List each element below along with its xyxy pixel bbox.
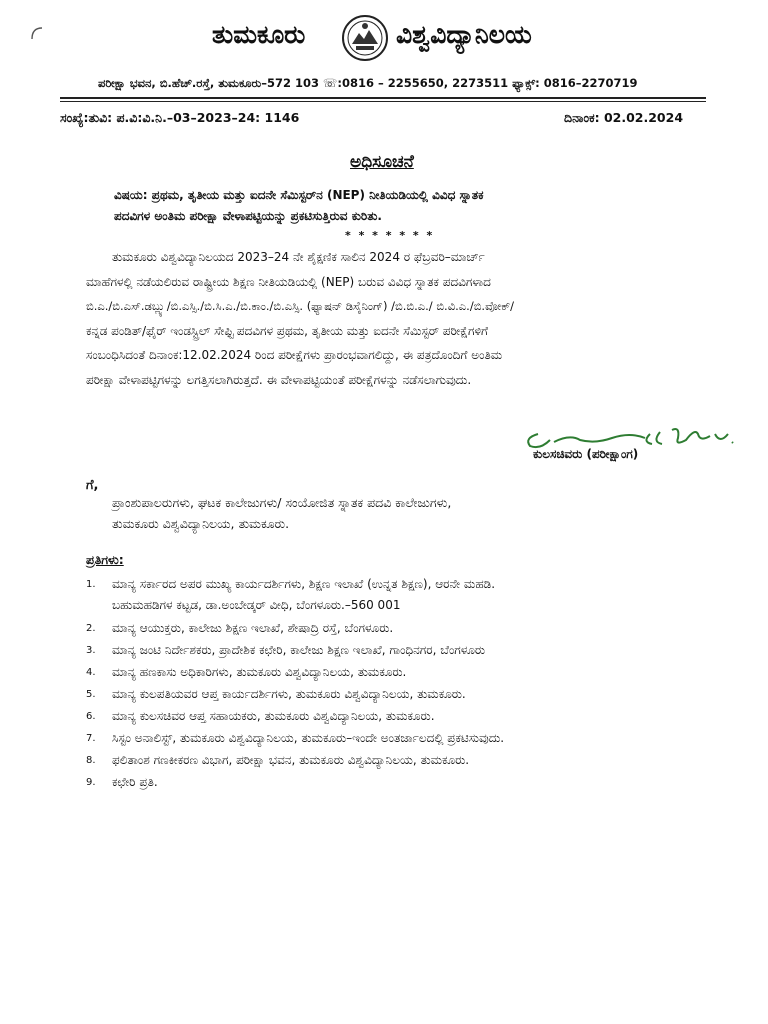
subject-line-2: ಪದವಿಗಳ ಅಂತಿಮ ಪರೀಕ್ಷಾ ವೇಳಾಪಟ್ಟಿಯನ್ನು ಪ್ರಕಟಿಸುತ್ತಿರುವ ಕುರಿತು. [114, 209, 382, 223]
copy-number: 1. [86, 579, 96, 590]
copy-number: 9. [86, 777, 96, 788]
copy-number: 3. [86, 645, 96, 656]
copy-number: 8. [86, 755, 96, 766]
university-name-right: ವಿಶ್ವವಿದ್ಯಾನಿಲಯ [396, 20, 532, 49]
university-name-left: ತುಮಕೂರು [212, 20, 306, 49]
copy-item: ಫಲಿತಾಂಶ ಗಣಕೀಕರಣ ವಿಭಾಗ, ಪರೀಕ್ಷಾ ಭವನ, ತುಮಕೂರು ವಿಶ್ವವಿದ್ಯಾನಿಲಯ, ತುಮಕೂರು. [112, 753, 470, 767]
separator-stars: * * * * * * * [345, 229, 435, 242]
copy-item: ಮಾನ್ಯ ಆಯುಕ್ತರು, ಕಾಲೇಜು ಶಿಕ್ಷಣ ಇಲಾಖೆ, ಶೇಷಾದ್ರಿ ರಸ್ತೆ, ಬೆಂಗಳೂರು. [112, 621, 394, 635]
notice-date: ದಿನಾಂಕ: 02.02.2024 [564, 110, 684, 125]
copy-item: ಬಹುಮಹಡಿಗಳ ಕಟ್ಟಡ, ಡಾ.ಅಂಬೇಡ್ಕರ್ ವೀಧಿ, ಬೆಂಗಳೂರು.–560 001 [112, 598, 401, 612]
copy-number: 4. [86, 667, 96, 678]
notice-title: ಅಧಿಸೂಚನೆ [350, 152, 414, 172]
body-line: ಕನ್ನಡ ಪಂಡಿತ್/ಫೈರ್ ಇಂಡಸ್ಟ್ರಿಲ್ ಸೇಫ್ಟಿ ಪದವಿಗಳ ಪ್ರಥಮ, ತೃತೀಯ ಮತ್ತು ಐದನೇ ಸೆಮಿಸ್ಟರ್ ಪರೀಕ್ಷೆಗಳಿಗೆ [86, 324, 488, 338]
body-line: ಬಿ.ಎ./ಬಿ.ಎಸ್.ಡಬ್ಲ್ಯು/ಬಿ.ಎಸ್ಸಿ./ಬಿ.ಸಿ.ಎ./ಬಿ.ಕಾಂ./ಬಿ.ಎಸ್ಸಿ. (ಫ್ಯಾಷನ್ ಡಿಸೈನಿಂಗ್) /ಬಿ.ಬಿ.ಎ./ ಬಿ.ವಿ.ಎ./ಬಿ.ವೋಕ್/ [86, 299, 515, 313]
signatory-designation: ಕುಲಸಚಿವರು (ಪರೀಕ್ಷಾಂಗ) [533, 447, 639, 461]
body-line: ತುಮಕೂರು ವಿಶ್ವವಿದ್ಯಾನಿಲಯದ 2023–24 ನೇ ಶೈಕ್ಷಣಿಕ ಸಾಲಿನ 2024 ರ ಫೆಬ್ರವರಿ–ಮಾರ್ಚ್ [112, 250, 485, 264]
header-rule-thin [60, 101, 706, 102]
copy-item: ಸಿಸ್ಟಂ ಅನಾಲಿಸ್ಟ್, ತುಮಕೂರು ವಿಶ್ವವಿದ್ಯಾನಿಲಯ, ತುಮಕೂರು–ಇಂದೇ ಅಂತರ್ಜಾಲದಲ್ಲಿ ಪ್ರಕಟಿಸುವುದು. [112, 731, 505, 745]
copy-number: 2. [86, 623, 96, 634]
address-line: ಪರೀಕ್ಷಾ ಭವನ, ಬಿ.ಹೆಚ್.ರಸ್ತೆ, ತುಮಕೂರು–572 103 ☏:0816 – 2255650, 2273511 ಫ್ಯಾಕ್ಸ್: 0816–2270719 [98, 76, 638, 90]
reference-number: ಸಂಖ್ಯೆ:ತುವಿ: ಪ.ವಿ:ವಿ.ನಿ.–03–2023–24: 1146 [60, 110, 300, 125]
copies-label: ಪ್ರತಿಗಳು: [86, 552, 124, 567]
copy-item: ಮಾನ್ಯ ಹಣಕಾಸು ಅಧಿಕಾರಿಗಳು, ತುಮಕೂರು ವಿಶ್ವವಿದ್ಯಾನಿಲಯ, ತುಮಕೂರು. [112, 665, 407, 679]
university-seal-icon [341, 14, 389, 62]
copy-item: ಕಛೇರಿ ಪ್ರತಿ. [112, 775, 158, 789]
copy-item: ಮಾನ್ಯ ಜಂಟಿ ನಿರ್ದೇಶಕರು, ಪ್ರಾದೇಶಿಕ ಕಛೇರಿ, ಕಾಲೇಜು ಶಿಕ್ಷಣ ಇಲಾಖೆ, ಗಾಂಧಿನಗರ, ಬೆಂಗಳೂರು [112, 643, 486, 657]
body-line: ಪರೀಕ್ಷಾ ವೇಳಾಪಟ್ಟಿಗಳನ್ನು ಲಗತ್ತಿಸಲಾಗಿರುತ್ತದೆ. ಈ ವೇಳಾಪಟ್ಟಿಯಂತೆ ಪರೀಕ್ಷೆಗಳನ್ನು ನಡೆಸಲಾಗುವುದು. [86, 373, 472, 387]
copy-number: 6. [86, 711, 96, 722]
to-label: ಗೆ, [86, 478, 99, 493]
recipient-line: ತುಮಕೂರು ವಿಶ್ವವಿದ್ಯಾನಿಲಯ, ತುಮಕೂರು. [112, 516, 290, 531]
body-line: ಮಾಹೆಗಳಲ್ಲಿ ನಡೆಯಲಿರುವ ರಾಷ್ಟ್ರೀಯ ಶಿಕ್ಷಣ ನೀತಿಯಡಿಯಲ್ಲಿ (NEP) ಬರುವ ವಿವಿಧ ಸ್ನಾತಕ ಪದವಿಗಳಾದ [86, 275, 491, 289]
copy-item: ಮಾನ್ಯ ಕುಲಸಚಿವರ ಆಪ್ತ ಸಹಾಯಕರು, ತುಮಕೂರು ವಿಶ್ವವಿದ್ಯಾನಿಲಯ, ತುಮಕೂರು. [112, 709, 435, 723]
subject-line-1: ವಿಷಯ: ಪ್ರಥಮ, ತೃತೀಯ ಮತ್ತು ಐದನೇ ಸೆಮಿಸ್ಟರ್‌ನ (NEP) ನೀತಿಯಡಿಯಲ್ಲಿ ವಿವಿಧ ಸ್ನಾತಕ [114, 188, 484, 202]
copy-number: 7. [86, 733, 96, 744]
header-rule [60, 97, 706, 99]
copy-number: 5. [86, 689, 96, 700]
copy-item: ಮಾನ್ಯ ಕುಲಪತಿಯವರ ಆಪ್ತ ಕಾರ್ಯದರ್ಶಿಗಳು, ತುಮಕೂರು ವಿಶ್ವವಿದ್ಯಾನಿಲಯ, ತುಮಕೂರು. [112, 687, 466, 701]
body-line: ಸಂಬಂಧಿಸಿದಂತೆ ದಿನಾಂಕ:12.02.2024 ರಿಂದ ಪರೀಕ್ಷೆಗಳು ಪ್ರಾರಂಭವಾಗಲಿದ್ದು, ಈ ಪತ್ರದೊಂದಿಗೆ ಅಂತಿಮ [86, 348, 503, 362]
recipient-line: ಪ್ರಾಂಶುಪಾಲರುಗಳು, ಘಟಕ ಕಾಲೇಜುಗಳು/ ಸಂಯೋಜಿತ ಸ್ನಾತಕ ಪದವಿ ಕಾಲೇಜುಗಳು, [112, 495, 452, 510]
corner-mark-icon [30, 26, 44, 40]
copy-item: ಮಾನ್ಯ ಸರ್ಕಾರದ ಅಪರ ಮುಖ್ಯ ಕಾರ್ಯದರ್ಶಿಗಳು, ಶಿಕ್ಷಣ ಇಲಾಖೆ (ಉನ್ನತ ಶಿಕ್ಷಣ), ಆರನೇ ಮಹಡಿ. [112, 577, 496, 591]
